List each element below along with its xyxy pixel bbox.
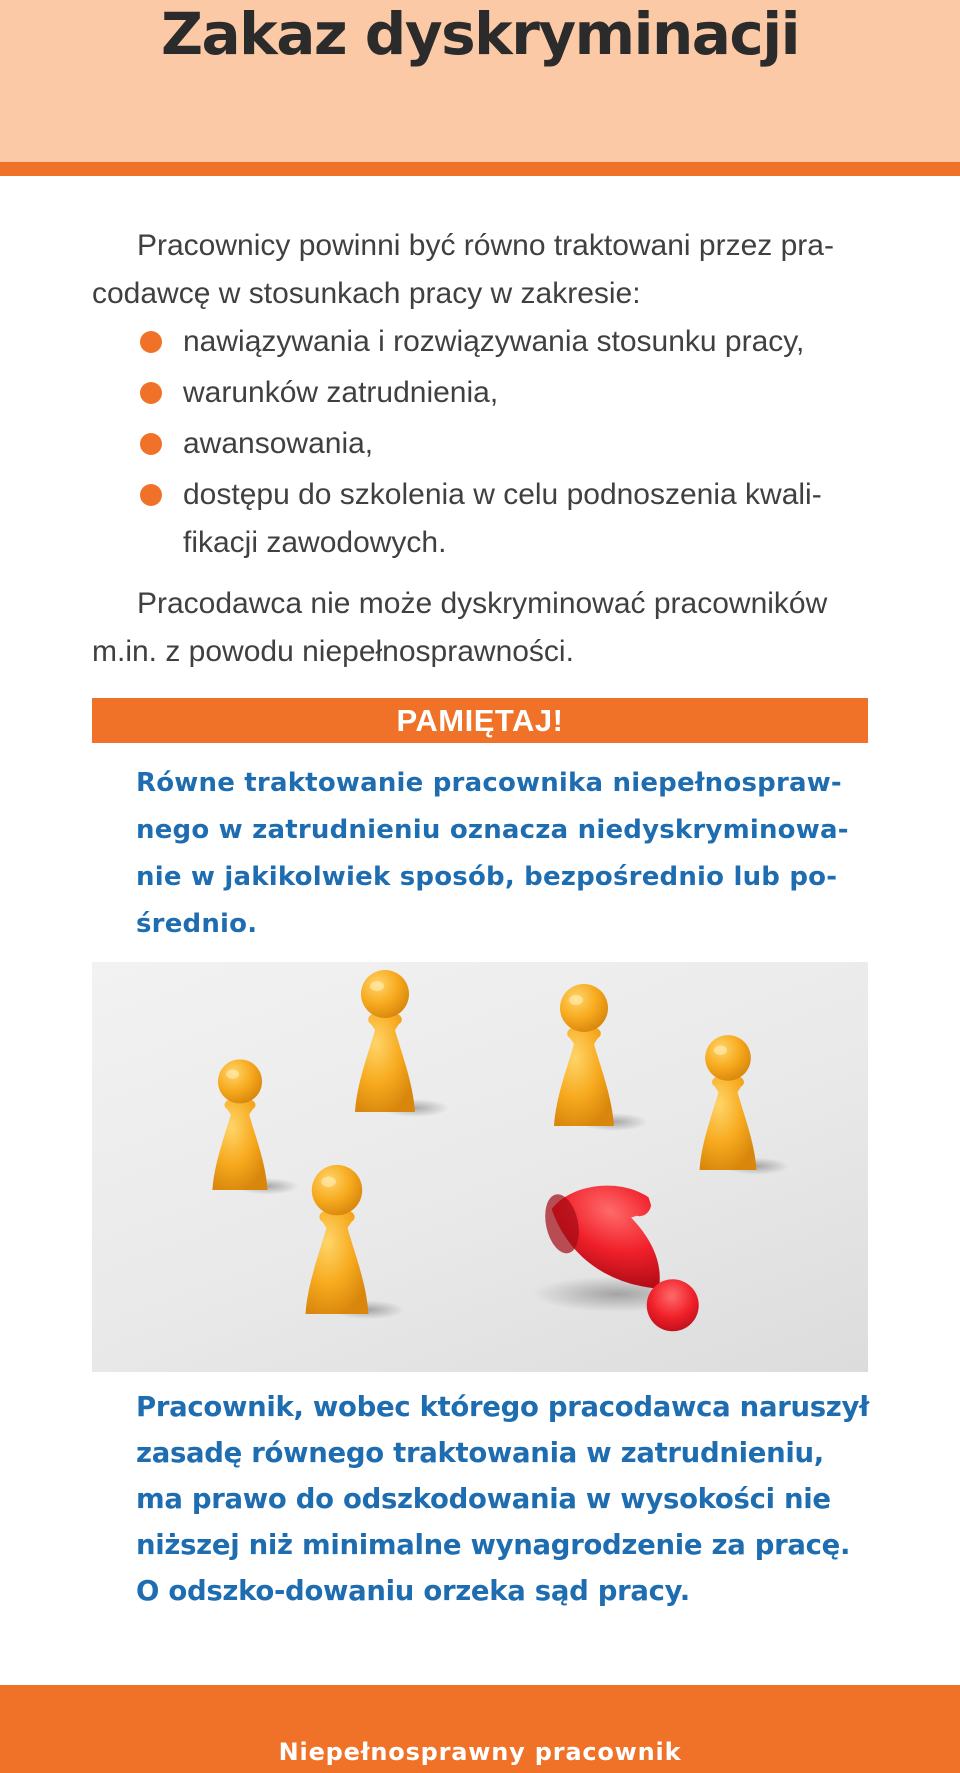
pawn-icon	[554, 984, 648, 1131]
list-item-text: awansowania,	[183, 427, 374, 460]
list-item	[92, 318, 870, 366]
list-item-text: dostępu do szkolenia w celu podnoszenia kwali-fikacji zawodowych.	[183, 478, 822, 559]
pawn-icon	[700, 1035, 789, 1175]
footer-label: Niepełnosprawny pracownik	[278, 1738, 682, 1766]
pawns-photo-icon	[92, 962, 868, 1372]
list-item-text: warunków zatrudnienia,	[183, 376, 499, 409]
bullet-dot-icon	[140, 484, 162, 506]
intro-text: Pracownicy powinni być równo traktowani przez pra-codawcę w stosunkach pracy w zakresie:	[92, 229, 834, 310]
pawn-icon	[355, 970, 449, 1117]
intro-paragraph	[92, 222, 870, 318]
pawn-icon	[212, 1059, 298, 1194]
bullet-dot-icon	[140, 331, 162, 353]
footer-band	[0, 1685, 960, 1773]
list-item-text: nawiązywania i rozwiązywania stosunku pracy,	[183, 325, 805, 358]
discrimination-paragraph	[92, 580, 870, 676]
fallen-pawn-icon	[491, 1152, 738, 1372]
bullet-dot-icon	[140, 382, 162, 404]
list-item	[92, 471, 870, 567]
page-title: Zakaz dyskryminacji	[160, 0, 800, 68]
compensation-note: Pracownik, wobec którego pracodawca naruszył zasadę równego traktowania w zatrudnieniu, ma prawo do odszkodowania w wysokości nie niższej niż minimalne wynagrodzenie za pracę. O odszko-dowaniu orzeka sąd pracy.	[136, 1391, 870, 1607]
list-item	[92, 420, 870, 468]
list-item	[92, 369, 870, 417]
remember-banner: PAMIĘTAJ!	[92, 698, 868, 743]
discrimination-text: Pracodawca nie może dyskryminować pracowników m.in. z powodu niepełnosprawności.	[92, 587, 828, 668]
pawns-photo	[92, 962, 868, 1372]
header-divider	[0, 162, 960, 176]
pawn-icon	[306, 1165, 405, 1319]
header-band	[0, 0, 960, 162]
scope-list	[92, 318, 870, 570]
remember-note: Równe traktowanie pracownika niepełnospraw-nego w zatrudnieniu oznacza niedyskryminowa-nie w jakikolwiek sposób, bezpośrednio lub po-średnio.	[136, 768, 849, 939]
bullet-dot-icon	[140, 433, 162, 455]
